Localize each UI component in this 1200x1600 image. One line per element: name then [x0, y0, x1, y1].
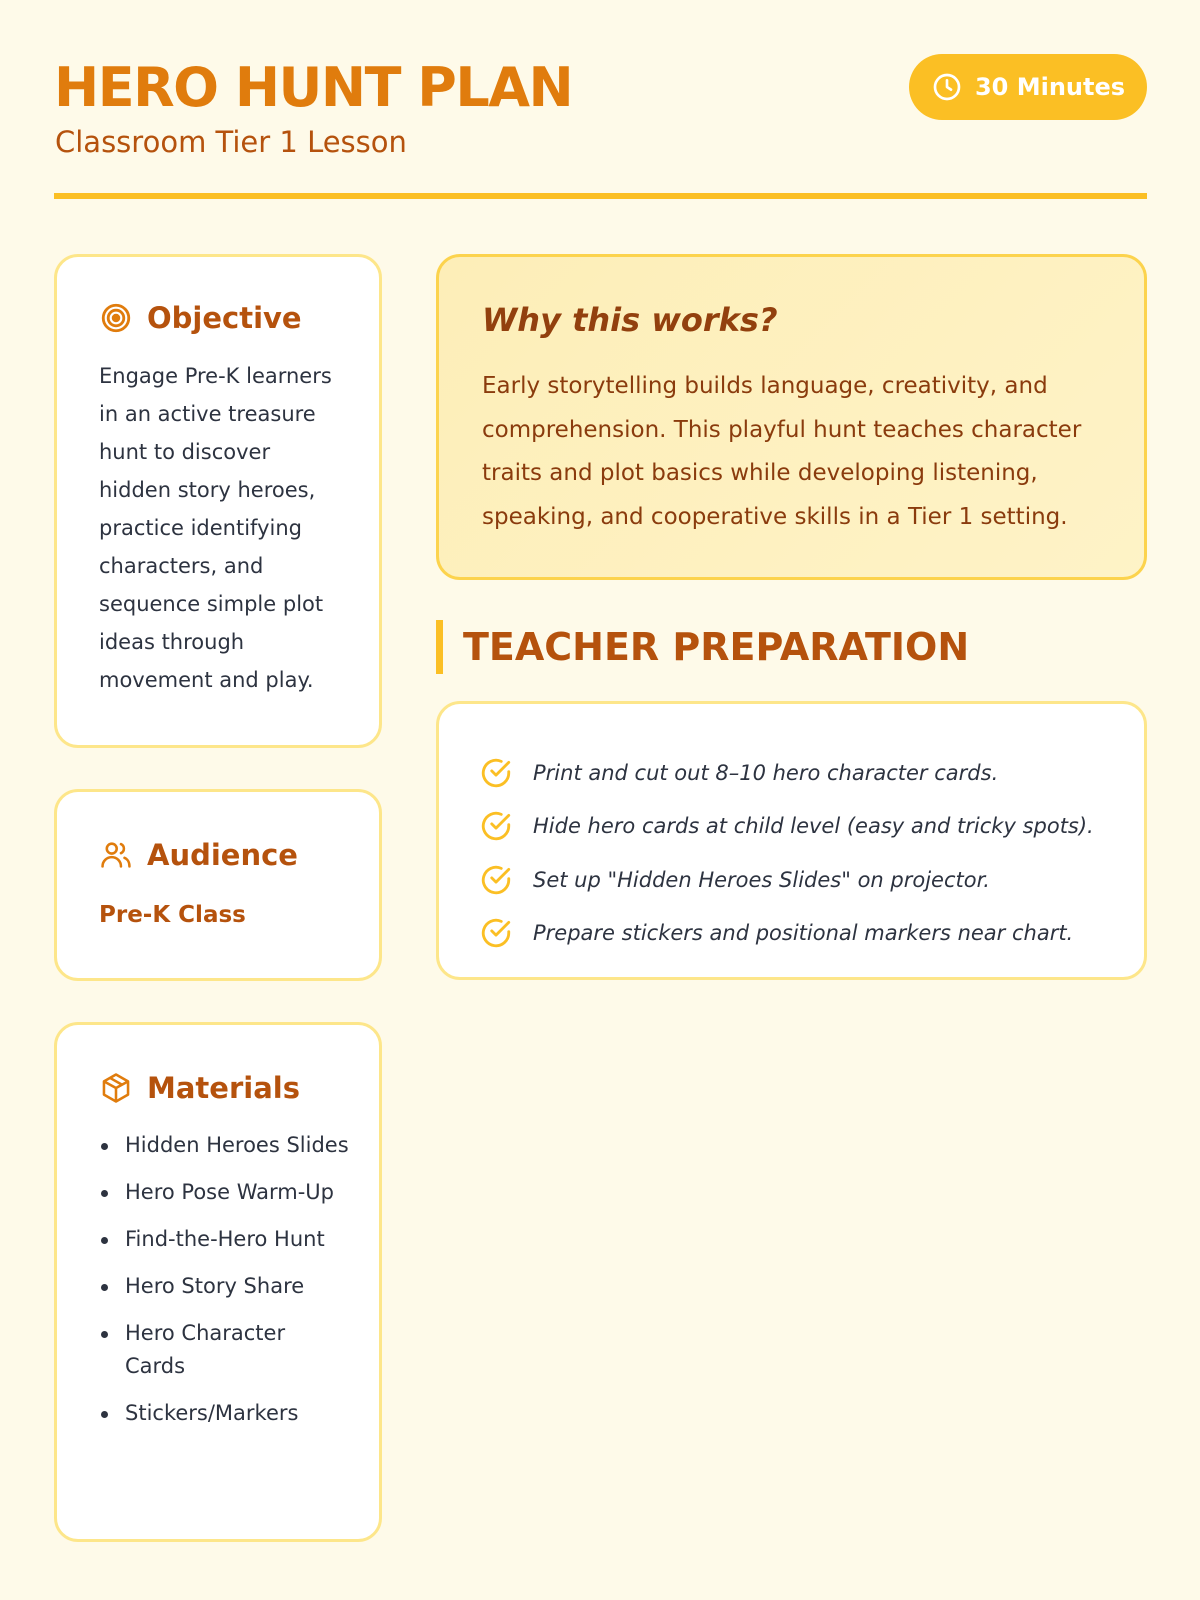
materials-heading-row	[99, 1071, 349, 1105]
checklist-item	[479, 853, 1114, 907]
duration-label: 30 Minutes	[974, 73, 1126, 101]
materials-list-item: Find-the-Hero Hunt	[99, 1223, 349, 1256]
objective-heading-row	[99, 301, 339, 335]
check-circle-icon	[479, 809, 513, 843]
box-icon	[99, 1071, 133, 1105]
materials-heading: Materials	[147, 1071, 300, 1105]
audience-heading-row	[99, 838, 339, 872]
preparation-checklist	[479, 746, 1114, 960]
audience-heading: Audience	[147, 838, 298, 872]
target-icon	[99, 301, 133, 335]
audience-card	[54, 789, 382, 981]
page-title: HERO HUNT PLAN	[54, 56, 573, 119]
materials-list-item: Hero Story Share	[99, 1270, 349, 1303]
teacher-preparation-card	[436, 701, 1147, 980]
header-divider	[54, 193, 1147, 199]
why-heading: Why this works?	[482, 301, 778, 339]
check-circle-icon	[479, 916, 513, 950]
checklist-item-text: Hide hero cards at child level (easy and tricky spots).	[533, 814, 1094, 839]
page-subtitle: Classroom Tier 1 Lesson	[55, 125, 407, 159]
checklist-item-text: Set up "Hidden Heroes Slides" on projector.	[533, 867, 990, 892]
why-text: Early storytelling builds language, creativity, and comprehension. This playful hunt teaches character traits and plot basics while developing listening, speaking, and cooperative skills in a Tier 1 setting.	[482, 373, 1082, 530]
materials-list-item: Stickers/Markers	[99, 1397, 349, 1430]
duration-badge	[909, 54, 1147, 120]
why-this-works-card	[436, 254, 1147, 580]
clock-icon	[931, 71, 963, 103]
checklist-item	[479, 746, 1114, 800]
materials-list	[99, 1129, 349, 1430]
users-icon	[99, 838, 133, 872]
teacher-preparation-heading: TEACHER PREPARATION	[436, 620, 969, 674]
materials-list-item: Hero Pose Warm-Up	[99, 1176, 349, 1209]
check-circle-icon	[479, 863, 513, 897]
objective-text: Engage Pre-K learners in an active treasure hunt to discover hidden story heroes, practice identifying characters, and sequence simple plot ideas through movement and play.	[99, 364, 332, 692]
materials-list-item: Hero Character Cards	[99, 1317, 349, 1383]
objective-heading: Objective	[147, 301, 302, 335]
audience-value: Pre-K Class	[99, 902, 246, 928]
checklist-item	[479, 907, 1114, 961]
checklist-item-text: Print and cut out 8–10 hero character cards.	[533, 760, 999, 785]
materials-card	[54, 1022, 382, 1542]
objective-card	[54, 254, 382, 748]
check-circle-icon	[479, 756, 513, 790]
checklist-item-text: Prepare stickers and positional markers near chart.	[533, 921, 1074, 946]
materials-list-item: Hidden Heroes Slides	[99, 1129, 349, 1162]
checklist-item	[479, 800, 1114, 854]
